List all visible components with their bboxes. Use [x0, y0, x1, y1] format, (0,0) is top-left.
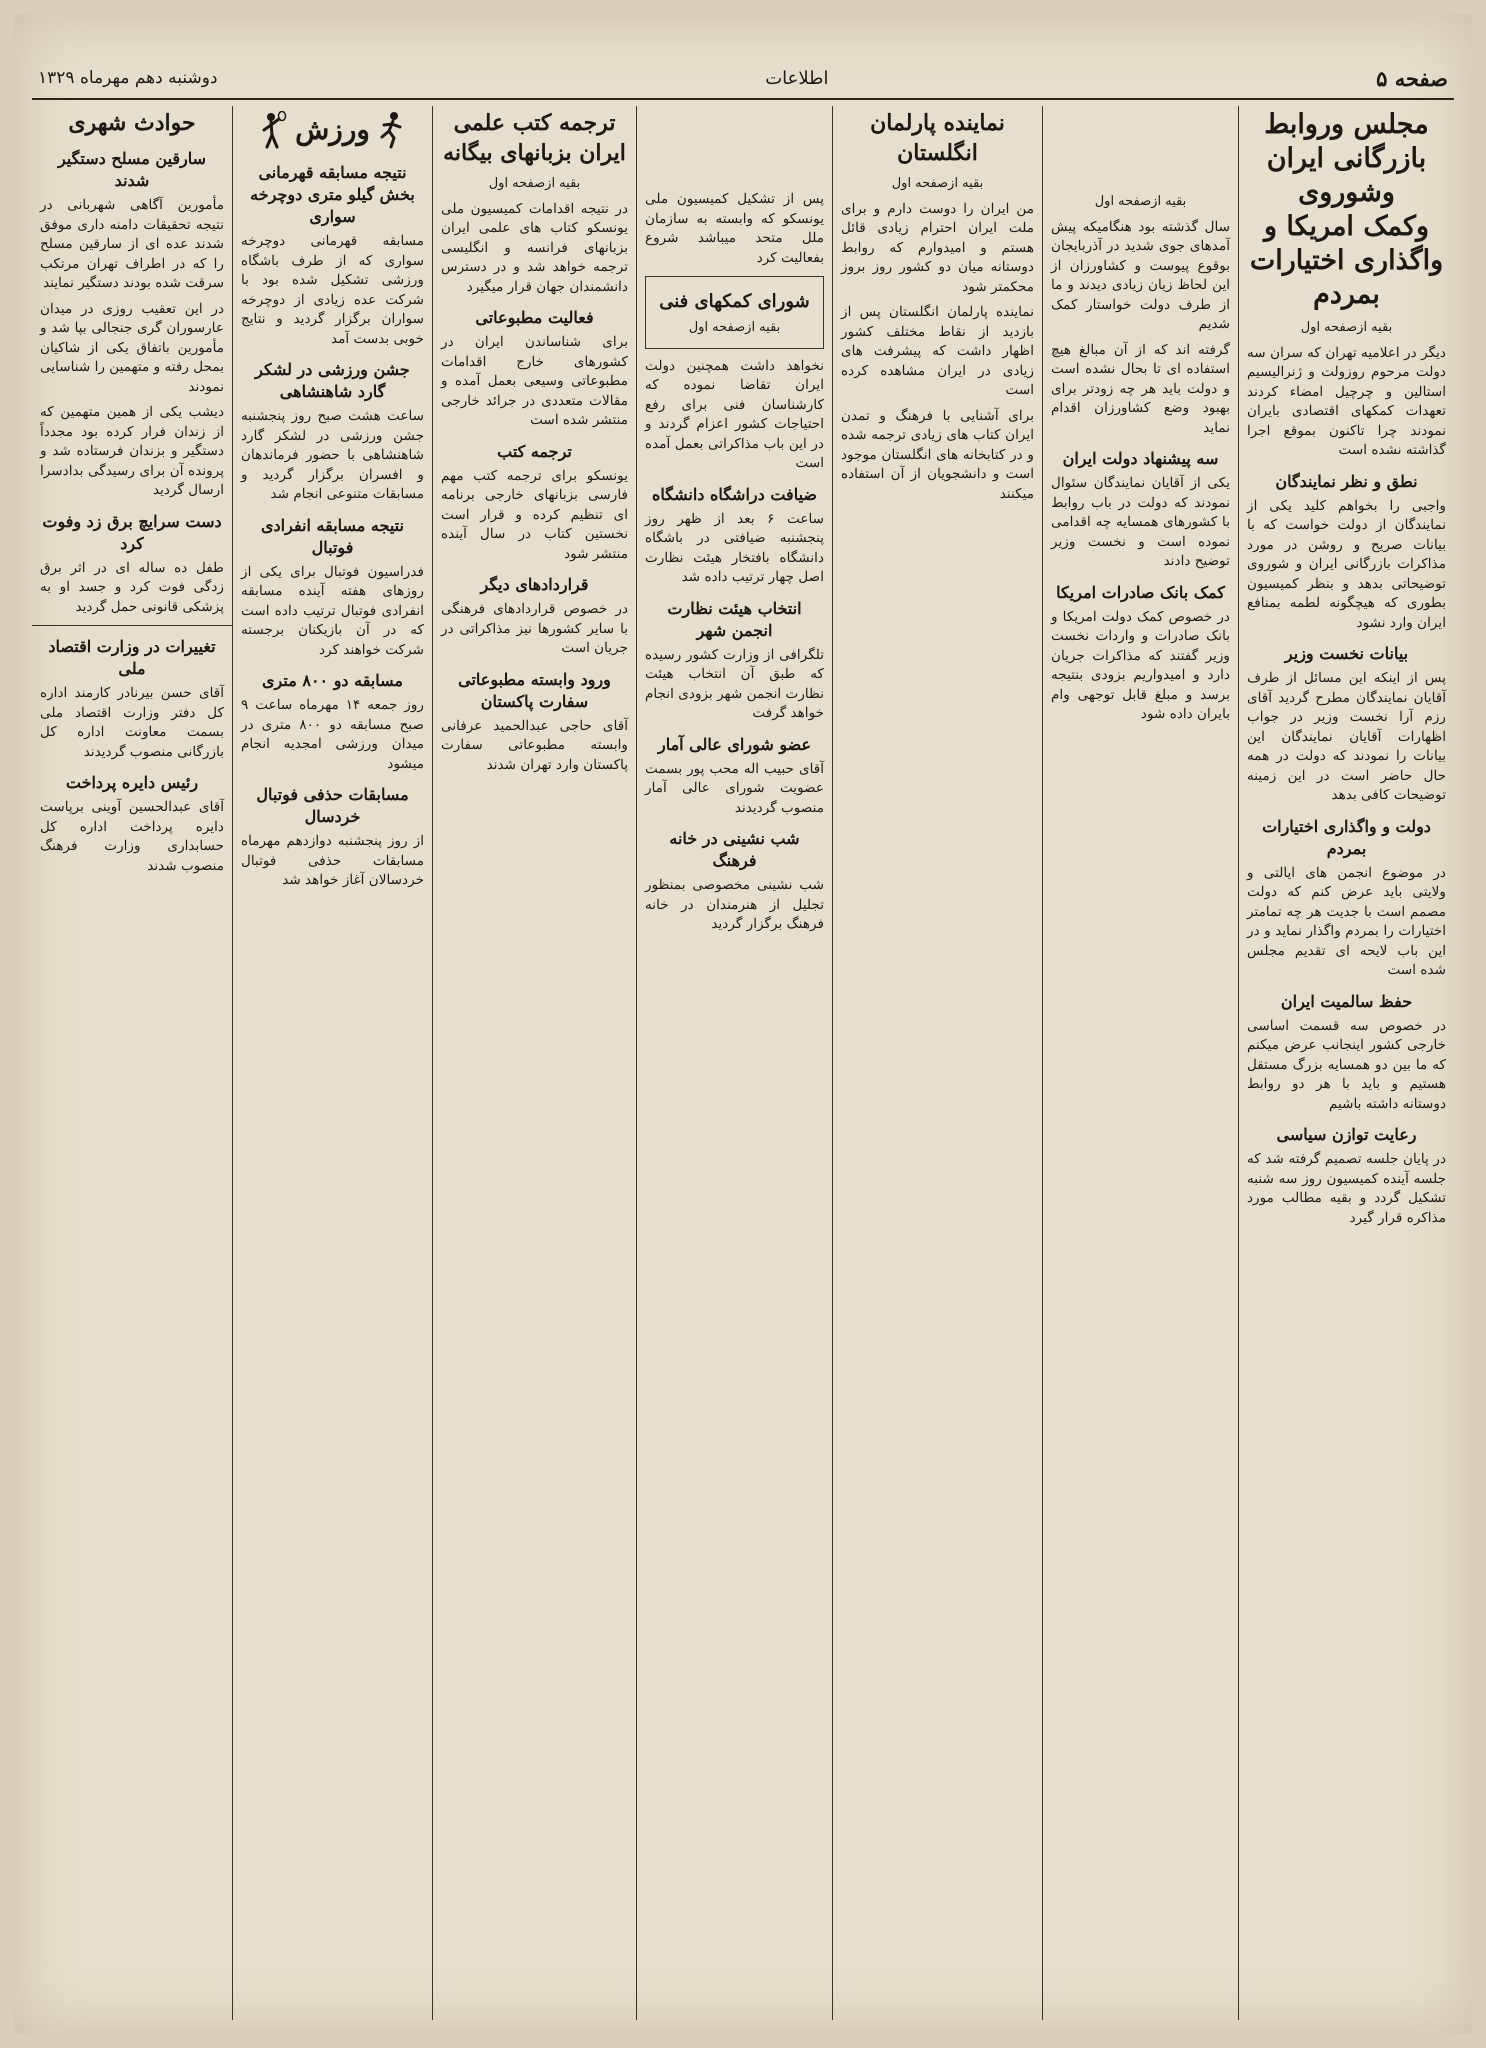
subheading: مسابقات حذفی فوتبال خردسال	[256, 785, 409, 826]
column-sports	[232, 106, 432, 2020]
paragraph: ساعت ۶ بعد از ظهر روز پنجشنبه ضیافتی در باشگاه دانشگاه بافتخار هیئت نظارت اصل چهار ترتیب داده شد	[645, 510, 824, 585]
subheading: انتخاب هیئت نظارت انجمن شهر	[667, 598, 802, 640]
main-headline: مجلس وروابط بازرگانی ایران وشوروی وکمک امریکا و واگذاری اختیارات بمردم	[1249, 109, 1444, 310]
parliament-headline: نماینده پارلمان انگلستان	[870, 110, 1005, 166]
tennis-player-icon	[259, 111, 287, 149]
paragraph: در این تعقیب روزی در میدان عارسوران گری جنجالی بپا شد و مأمورین باتفاق یکی از شاکیان بمحل رفته و متهمین را شناسایی نمودند	[40, 300, 224, 395]
column-main-story	[1238, 106, 1454, 2020]
paragraph: نماینده پارلمان انگلستان پس از بازدید از نقاط مختلف کشور اظهار داشت که پیشرفت های زیادی در ایران مشاهده کرده است	[841, 304, 1034, 398]
sports-title: ورزش	[295, 113, 370, 147]
runner-icon	[378, 111, 406, 149]
column-main-story-cont	[1042, 106, 1238, 2020]
paragraph: تلگرافی از وزارت کشور رسیده که طبق آن انتخاب هیئت نظارت انجمن شهر بزودی انجام خواهد گرفت	[645, 646, 824, 721]
paragraph: در خصوص قراردادهای فرهنگی با سایر کشورها نیز مذاکراتی در جریان است	[441, 601, 628, 656]
paragraph: دیشب یکی از همین متهمین که از زندان فرار کرده بود مجدداً دستگیر و بزندان فرستاده شد و پرونده آن برای رسیدگی بدادسرا ارسال گردید	[40, 404, 224, 498]
subheading: ضیافت دراشگاه دانشگاه	[652, 484, 817, 504]
paragraph: دیگر در اعلامیه تهران که سران سه دولت مرحوم روزولت و ژنرالیسیم استالین و چرچیل امضاء کردند تعهدات کمکهای اقتصادی بایران نمودند چرا تاکنون بموقع اجرا گذاشته نشده است	[1247, 344, 1446, 458]
column-books	[432, 106, 636, 2020]
masthead	[32, 58, 1454, 100]
divider	[32, 625, 232, 626]
subheading: سارقین مسلح دستگیر شدند	[57, 149, 207, 190]
subheading: بیانات نخست وزیر	[1284, 644, 1409, 663]
subheading: ترجمه کتب	[497, 441, 572, 461]
paragraph: برای شناساندن ایران در کشورهای خارج اقدامات مطبوعاتی وسیعی بعمل آمده و مقالات متعددی در جرائد خارجی منتشر شده است	[441, 334, 628, 428]
paragraph: مسابقه قهرمانی دوچرخه سواری که از طرف باشگاه ورزشی تشکیل شده بود با شرکت عده زیادی از دوچرخه سواران برگزار گردید و نتایج خوبی بدست آمد	[241, 233, 424, 347]
continued-label: بقیه ازصفحه اول	[688, 320, 781, 335]
subheading: رعایت توازن سیاسی	[1276, 1125, 1417, 1144]
city-news-title: حوادث شهری	[68, 110, 196, 136]
paragraph: یونسکو برای ترجمه کتب مهم فارسی بزبانهای خارجی برنامه ای تنظیم کرده و قرار است نخستین کتاب در سال آینده منتشر شود	[441, 467, 628, 562]
paragraph: طفل ده ساله ای در اثر برق زدگی فوت کرد و جسد او به پزشکی قانونی حمل گردید	[40, 559, 224, 615]
books-headline: ترجمه کتب علمی ایران بزبانهای بیگانه	[443, 110, 626, 166]
technical-aid-box	[645, 276, 824, 349]
subheading: قراردادهای دیگر	[480, 575, 589, 594]
newspaper-page	[14, 14, 1472, 2034]
column-parliament	[832, 106, 1042, 2020]
subheading: نتیجه مسابقه انفرادی فوتبال	[261, 515, 404, 557]
paragraph: گرفته اند که از آن مبالغ هیچ استفاده ای تا بحال نشده است و دولت باید هر چه زودتر برای بهبود وضع کشاورزان اقدام نماید	[1051, 341, 1230, 436]
paragraph: در موضوع انجمن های ایالتی و ولایتی باید عرض کنم که دولت مصمم است با جدیت هر چه تمامتر اختیارات را بمردم واگذار نماید و در این باب لایحه ای تقدیم مجلس شده است	[1247, 864, 1446, 978]
paragraph: من ایران را دوست دارم و برای ملت ایران احترام زیادی قائل هستم و امیدوارم که روابط دوستانه میان دو کشور روز بروز محکمتر شود	[841, 200, 1034, 295]
continued-label: بقیه ازصفحه اول	[891, 176, 984, 191]
paragraph: آقای حسن بیرنادر کارمند اداره کل دفتر وزارت اقتصاد ملی بسمت معاونت اداره کل بازرگانی منصوب گردیدند	[40, 685, 224, 760]
paragraph: فدراسیون فوتبال برای یکی از روزهای هفته آینده مسابقه انفرادی فوتبال ترتیب داده است که در آن بازیکنان برجسته شرکت خواهند کرد	[241, 563, 424, 658]
paragraph: برای آشنایی با فرهنگ و تمدن ایران کتاب های زیادی ترجمه شده و در کتابخانه های انگلستان موجود است و دانشجویان از آن استفاده میکنند	[841, 407, 1034, 502]
subheading: تغییرات در وزارت اقتصاد ملی	[48, 637, 216, 678]
subheading: کمک بانک صادرات امریکا	[1056, 582, 1225, 602]
continued-label: بقیه ازصفحه اول	[1300, 320, 1393, 335]
paragraph: در پایان جلسه تصمیم گرفته شد که جلسه آینده کمیسیون روز سه شنبه تشکیل گردد و بقیه مطالب مورد مذاکره قرار گیرد	[1247, 1151, 1446, 1226]
paragraph: آقای حبیب اله محب پور بسمت عضویت شورای عالی آمار منصوب گردیدند	[645, 760, 824, 816]
subheading: حفظ سالمیت ایران	[1280, 991, 1413, 1011]
paragraph: پس از تشکیل کمیسیون ملی یونسکو که وابسته به سازمان ملل متحد میباشد شروع بفعالیت کرد	[645, 191, 824, 266]
paragraph: آقای عبدالحسین آوینی برپاست دایره پرداخت اداره کل حسابداری وزارت فرهنگ منصوب شدند	[40, 799, 224, 874]
paragraph: در خصوص کمک دولت امریکا و بانک صادرات و واردات نخست وزیر گفتند که مذاکرات جریان دارد و امیدواریم بزودی بنتیجه برسد و مبلغ قابل توجهی وام بایران داده شود	[1051, 608, 1230, 722]
page-number: صفحه ۵	[1376, 65, 1448, 91]
paragraph: در نتیجه اقدامات کمیسیون ملی یونسکو کتاب های علمی ایران بزبانهای فرانسه و انگلیسی ترجمه خواهد شد و در دسترس دانشمندان جهان قرار میگیرد	[441, 200, 628, 295]
paper-name: اطلاعات	[765, 67, 829, 89]
subheading: مسابقه دو ۸۰۰ متری	[262, 671, 403, 690]
continued-label: بقیه ازصفحه اول	[488, 176, 581, 191]
subheading: جشن ورزشی در لشکر گارد شاهنشاهی	[255, 360, 410, 401]
column-unesco	[636, 106, 832, 2020]
subheading: رئیس دایره پرداخت	[65, 773, 199, 792]
paragraph: از روز پنجشنبه دوازدهم مهرماه مسابقات حذفی فوتبال خردسالان آغاز خواهد شد	[241, 833, 424, 888]
subheading: فعالیت مطبوعاتی	[475, 308, 594, 327]
subheading: ورود وابسته مطبوعاتی سفارت پاکستان	[458, 669, 611, 711]
column-city-news	[32, 106, 232, 2020]
paragraph: سال گذشته بود هنگامیکه پیش آمدهای جوی شدید در آذربایجان بوقوع پیوست و کشاورزان از این لحاظ زیان زیادی دیدند و ما از طرف دولت خواستار کمک شدیم	[1051, 218, 1230, 332]
paragraph: روز جمعه ۱۴ مهرماه ساعت ۹ صبح مسابقه دو ۸۰۰ متری در میدان ورزشی امجدیه انجام میشود	[241, 697, 424, 772]
subheading: سه پیشنهاد دولت ایران	[1062, 449, 1219, 468]
subheading: عضو شورای عالی آمار	[657, 734, 811, 754]
paragraph: در خصوص سه قسمت اساسی خارجی کشور اینجانب عرض میکنم که ما بین دو همسایه بزرگ مستقل هستیم و باید با هر دو روابط دوستانه داشته باشیم	[1247, 1017, 1446, 1112]
paragraph: نخواهد داشت همچنین دولت ایران تقاضا نموده که کارشناسان فنی برای رفع احتیاجات کشور اعزام گردند و در این باب مذاکراتی بعمل آمده است	[645, 357, 824, 471]
paragraph: مأمورین آگاهی شهربانی در نتیجه تحقیقات دامنه داری موفق شدند عده ای از سارقین مسلح را که در اطراف تهران مرتکب سرقت شده بودند دستگیر نمایند	[40, 197, 224, 291]
paragraph: آقای حاجی عبدالحمید عرفانی وابسته مطبوعاتی سفارت پاکستان وارد تهران شدند	[441, 717, 628, 773]
subheading: نطق و نظر نمایندگان	[1275, 471, 1418, 491]
paragraph: واجبی را بخواهم کلید یکی از نمایندگان از دولت خواست که با بیانات صریح و روشن در مورد مذاکرات بازرگانی ایران و شوروی توضیحاتی بدهد و بنظر کمیسیون بطوری که هیچگونه لطمه بمنافع ایران وارد نشود	[1247, 497, 1446, 631]
paragraph: یکی از آقایان نمایندگان سئوال نمودند که دولت در باب روابط با کشورهای همسایه چه اقدامی نموده است و نخست وزیر توضیح دادند	[1051, 475, 1230, 569]
sports-banner	[241, 108, 424, 152]
columns	[32, 106, 1454, 2020]
box-headline: شورای کمکهای فنی	[659, 291, 810, 312]
paragraph: پس از اینکه این مسائل از طرف آقایان نمایندگان مطرح گردید آقای رزم آرا نخست وزیر در جواب اظهارات آقایان نمایندگان این بیانات را نمودند که دولت در همه حال حاضر است در این زمینه توضیحات کافی بدهد	[1247, 670, 1446, 803]
subheading: نتیجه مسابقه قهرمانی بخش گیلو متری دوچرخه سواری	[250, 163, 415, 226]
issue-date: دوشنبه دهم مهرماه ۱۳۲۹	[38, 68, 218, 88]
subheading: شب نشینی در خانه فرهنگ	[669, 829, 800, 870]
subheading: دولت و واگذاری اختیارات بمردم	[1262, 816, 1431, 858]
continued-label: بقیه ازصفحه اول	[1094, 194, 1187, 209]
paragraph: ساعت هشت صبح روز پنجشنبه جشن ورزشی در لشکر گارد شاهنشاهی با حضور فرماندهان و افسران برگزار گردید و مسابقات متنوعی انجام شد	[241, 408, 424, 502]
subheading: دست سرایچ برق زد وفوت کرد	[42, 511, 222, 553]
paragraph: شب نشینی مخصوصی بمنظور تجلیل از هنرمندان در خانه فرهنگ برگزار گردید	[645, 877, 824, 932]
